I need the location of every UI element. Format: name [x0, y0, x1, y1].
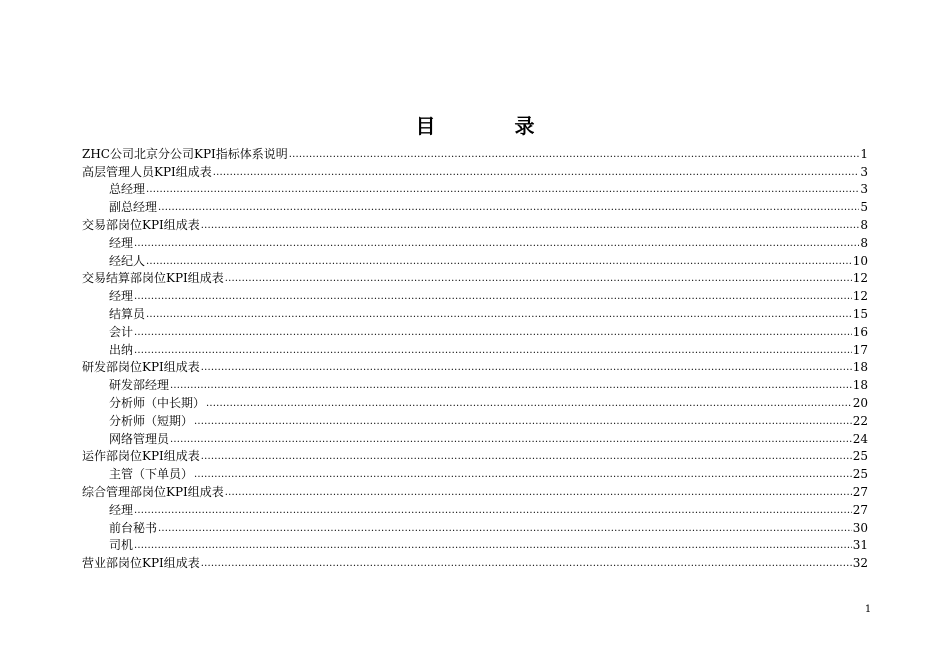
toc-dot-leader	[201, 451, 852, 463]
toc-entry-section[interactable]	[82, 552, 868, 570]
toc-dot-leader	[134, 291, 852, 303]
toc-dot-leader	[134, 327, 852, 339]
toc-dot-leader	[201, 362, 852, 374]
table-of-contents	[82, 143, 868, 570]
toc-entry-section[interactable]	[82, 481, 868, 499]
toc-dot-leader	[146, 184, 859, 196]
toc-dot-leader	[134, 238, 859, 250]
toc-entry-subsection[interactable]	[82, 285, 868, 303]
toc-entry-label: 主管（下单员）	[109, 467, 194, 482]
toc-entry-page-number: 25	[852, 449, 868, 464]
toc-entry-page-number: 27	[852, 484, 868, 499]
toc-entry-subsection[interactable]	[82, 410, 868, 428]
toc-title: 目 录	[415, 114, 571, 138]
toc-entry-subsection[interactable]	[82, 428, 868, 446]
toc-entry-section[interactable]	[82, 268, 868, 286]
toc-entry-page-number: 15	[852, 306, 868, 321]
toc-entry-label: 交易结算部岗位KPI组成表	[82, 271, 224, 286]
toc-dot-leader	[194, 469, 852, 481]
toc-entry-label: 副总经理	[109, 200, 158, 215]
toc-entry-subsection[interactable]	[82, 517, 868, 535]
toc-entry-label: 出纳	[109, 342, 134, 357]
page-number: 1	[864, 604, 872, 615]
toc-entry-label: 总经理	[109, 182, 146, 197]
toc-dot-leader	[206, 398, 852, 410]
toc-entry-subsection[interactable]	[82, 321, 868, 339]
toc-entry-page-number: 18	[852, 378, 868, 393]
toc-entry-label: 高层管理人员KPI组成表	[82, 164, 212, 179]
toc-entry-page-number: 22	[852, 413, 868, 428]
toc-entry-page-number: 27	[852, 502, 868, 517]
toc-entry-page-number: 30	[852, 520, 868, 535]
toc-entry-label: 营业部岗位KPI组成表	[82, 556, 200, 571]
toc-entry-page-number: 8	[860, 217, 868, 232]
toc-entry-label: 交易部岗位KPI组成表	[82, 217, 200, 232]
toc-entry-subsection[interactable]	[82, 535, 868, 553]
toc-entry-label: 研发部经理	[109, 378, 170, 393]
toc-entry-page-number: 18	[852, 360, 868, 375]
toc-dot-leader	[201, 220, 860, 232]
toc-entry-subsection[interactable]	[82, 463, 868, 481]
toc-entry-section[interactable]	[82, 446, 868, 464]
toc-entry-subsection[interactable]	[82, 339, 868, 357]
toc-dot-leader	[134, 345, 852, 357]
toc-entry-label: 经理	[109, 289, 134, 304]
toc-entry-label: 经纪人	[109, 253, 146, 268]
toc-entry-page-number: 8	[860, 235, 868, 250]
toc-entry-label: 运作部岗位KPI组成表	[82, 449, 200, 464]
toc-entry-subsection[interactable]	[82, 303, 868, 321]
toc-entry-page-number: 3	[860, 164, 868, 179]
toc-dot-leader	[170, 380, 852, 392]
toc-dot-leader	[170, 434, 852, 446]
toc-entry-page-number: 17	[852, 342, 868, 357]
toc-entry-label: 会计	[109, 324, 134, 339]
toc-entry-page-number: 12	[852, 271, 868, 286]
toc-entry-label: ZHC公司北京分公司KPI指标体系说明	[82, 146, 288, 161]
toc-entry-label: 司机	[109, 538, 134, 553]
toc-dot-leader	[146, 256, 852, 268]
toc-entry-label: 经理	[109, 235, 134, 250]
toc-entry-subsection[interactable]	[82, 232, 868, 250]
toc-entry-page-number: 10	[852, 253, 868, 268]
toc-entry-label: 前台秘书	[109, 520, 158, 535]
toc-entry-page-number: 32	[852, 556, 868, 571]
toc-dot-leader	[158, 523, 852, 535]
toc-entry-page-number: 31	[852, 538, 868, 553]
toc-entry-page-number: 5	[860, 200, 868, 215]
toc-dot-leader	[158, 202, 859, 214]
toc-entry-label: 网络管理员	[109, 431, 170, 446]
toc-entry-subsection[interactable]	[82, 392, 868, 410]
toc-entry-label: 结算员	[109, 306, 146, 321]
toc-entry-page-number: 3	[860, 182, 868, 197]
toc-entry-section[interactable]	[82, 357, 868, 375]
toc-entry-page-number: 25	[852, 467, 868, 482]
toc-entry-page-number: 16	[852, 324, 868, 339]
toc-dot-leader	[225, 487, 852, 499]
toc-entry-label: 综合管理部岗位KPI组成表	[82, 484, 224, 499]
toc-dot-leader	[289, 149, 860, 161]
toc-entry-subsection[interactable]	[82, 196, 868, 214]
toc-entry-label: 分析师（中长期）	[109, 395, 206, 410]
toc-entry-subsection[interactable]	[82, 250, 868, 268]
toc-entry-subsection[interactable]	[82, 179, 868, 197]
toc-dot-leader	[146, 309, 852, 321]
toc-entry-page-number: 12	[852, 289, 868, 304]
toc-entry-section[interactable]	[82, 161, 868, 179]
toc-entry-section[interactable]	[82, 143, 868, 161]
toc-entry-page-number: 20	[852, 395, 868, 410]
toc-entry-page-number: 1	[860, 146, 868, 161]
toc-dot-leader	[225, 273, 852, 285]
toc-entry-label: 研发部岗位KPI组成表	[82, 360, 200, 375]
toc-entry-subsection[interactable]	[82, 499, 868, 517]
toc-entry-subsection[interactable]	[82, 374, 868, 392]
toc-entry-label: 经理	[109, 502, 134, 517]
toc-dot-leader	[201, 558, 852, 570]
toc-dot-leader	[134, 505, 852, 517]
toc-dot-leader	[194, 416, 852, 428]
toc-entry-label: 分析师（短期）	[109, 413, 194, 428]
toc-entry-page-number: 24	[852, 431, 868, 446]
toc-dot-leader	[134, 540, 852, 552]
toc-entry-section[interactable]	[82, 214, 868, 232]
toc-dot-leader	[213, 167, 860, 179]
